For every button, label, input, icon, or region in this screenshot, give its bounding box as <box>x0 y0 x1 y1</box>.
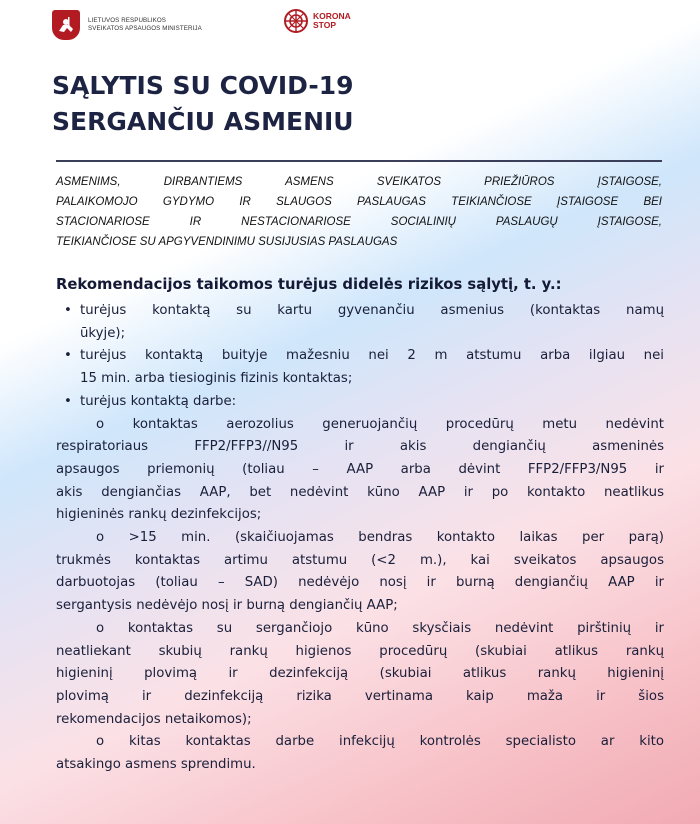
sub-item-continuation: higieninį plovimą ir dezinfekciją (skubiai atlikus rankų higieninį <box>56 666 664 682</box>
sub-item-continuation: akis dengiančias AAP, bet nedėvint kūno AAP ir po kontakto neatlikus <box>56 484 664 500</box>
sub-item <box>56 527 664 550</box>
bullet-icon: • <box>64 348 72 364</box>
sub-bullet-icon: o <box>96 530 105 546</box>
sub-item-continuation: trukmės kontaktas artimu atstumu (<2 m.), kai sveikatos apsaugos <box>56 552 664 568</box>
korona-stop-logo <box>283 8 351 34</box>
sub-item-continuation: apsaugos priemonių (toliau – AAP arba dėvint FFP2/FFP3/N95 ir <box>56 461 664 477</box>
ministry-line1: LIETUVOS RESPUBLIKOS <box>88 17 166 24</box>
list-item-text: turėjus kontaktą darbe: <box>80 393 237 409</box>
sub-item-continuation: plovimą ir dezinfekciją rizika vertinama kaip maža ir šios <box>56 688 664 704</box>
list-item <box>56 345 664 368</box>
sub-item-continuation: darbuotojas (toliau – SAD) nedėvėjo nosį ir burną dengiančių AAP ir <box>56 575 664 591</box>
sub-item-continuation: atsakingo asmens sprendimu. <box>56 757 256 773</box>
korona-line1: KORONA <box>313 11 351 21</box>
ministry-line2: SVEIKATOS APSAUGOS MINISTERIJA <box>88 25 202 32</box>
bullet-icon: • <box>64 303 72 318</box>
sub-item-continuation: respiratoriaus FFP2/FFP3//N95 ir akis dengiančių asmeninės <box>56 439 664 455</box>
subtitle-line: TEIKIANČIOSE SU APGYVENDINIMU SUSIJUSIAS PASLAUGAS <box>56 236 398 248</box>
subtitle-line: STACIONARIOSE IR NESTACIONARIOSE SOCIALINIŲ PASLAUGŲ ĮSTAIGOSE, <box>56 216 662 228</box>
sub-item <box>56 618 664 641</box>
sub-item-text: kontaktas su sergančiojo kūno skysčiais nedėvint pirštinių ir <box>127 620 665 636</box>
bullet-icon: • <box>64 393 72 409</box>
list-item <box>56 300 664 323</box>
list-item-text: turėjus kontaktą su kartu gyvenančiu asmenius (kontaktas namų <box>80 303 664 318</box>
coat-of-arms-icon <box>52 10 80 40</box>
sub-bullet-icon: o <box>96 416 105 432</box>
sub-item-continuation: neatliekant skubių rankų higienos procedūrų (skubiai atlikus rankų <box>56 643 664 659</box>
title-line1: SĄLYTIS SU COVID-19 <box>52 71 354 100</box>
sub-item-continuation: higieninės rankų dezinfekcijos; <box>56 507 262 523</box>
korona-line2: STOP <box>313 20 336 30</box>
sub-item-continuation: sergantysis nedėvėjo nosį ir burną dengiančių AAP; <box>56 598 398 614</box>
sub-item-text: kontaktas aerozolius generuojančių procedūrų metu nedėvint <box>132 416 664 432</box>
list-item-continuation: ūkyje); <box>80 325 126 341</box>
page-title <box>52 68 354 140</box>
sub-bullet-icon: o <box>96 620 105 636</box>
sub-bullet-icon: o <box>96 734 105 750</box>
list-item-text: turėjus kontaktą buityje mažesniu nei 2 m atstumu arba ilgiau nei <box>80 348 664 364</box>
list-item-continuation: 15 min. arba tiesioginis fizinis kontaktas; <box>80 371 353 387</box>
title-line2: SERGANČIU ASMENIU <box>52 107 354 136</box>
recommendations-heading: Rekomendacijos taikomos turėjus didelės rizikos sąlytį, t. y.: <box>56 276 562 293</box>
list-item <box>56 391 664 414</box>
audience-subtitle <box>56 172 662 252</box>
sub-item-text: kitas kontaktas darbe infekcijų kontrolės specialisto ar kito <box>128 734 664 750</box>
title-divider <box>56 160 662 162</box>
ministry-header <box>52 10 238 40</box>
sub-item <box>56 414 664 437</box>
recommendations-list <box>56 300 664 777</box>
sub-item-text: >15 min. (skaičiuojamas bendras kontakto laikas per parą) <box>128 530 664 546</box>
sub-item-continuation: rekomendacijos netaikomos); <box>56 711 252 727</box>
subtitle-line: PALAIKOMOJO GYDYMO IR SLAUGOS PASLAUGAS TEIKIANČIOSE ĮSTAIGOSE BEI <box>56 196 662 208</box>
ministry-name <box>88 17 238 33</box>
subtitle-line: ASMENIMS, DIRBANTIEMS ASMENS SVEIKATOS PRIEŽIŪROS ĮSTAIGOSE, <box>56 176 662 188</box>
virus-icon <box>283 8 309 34</box>
sub-item <box>56 731 664 754</box>
